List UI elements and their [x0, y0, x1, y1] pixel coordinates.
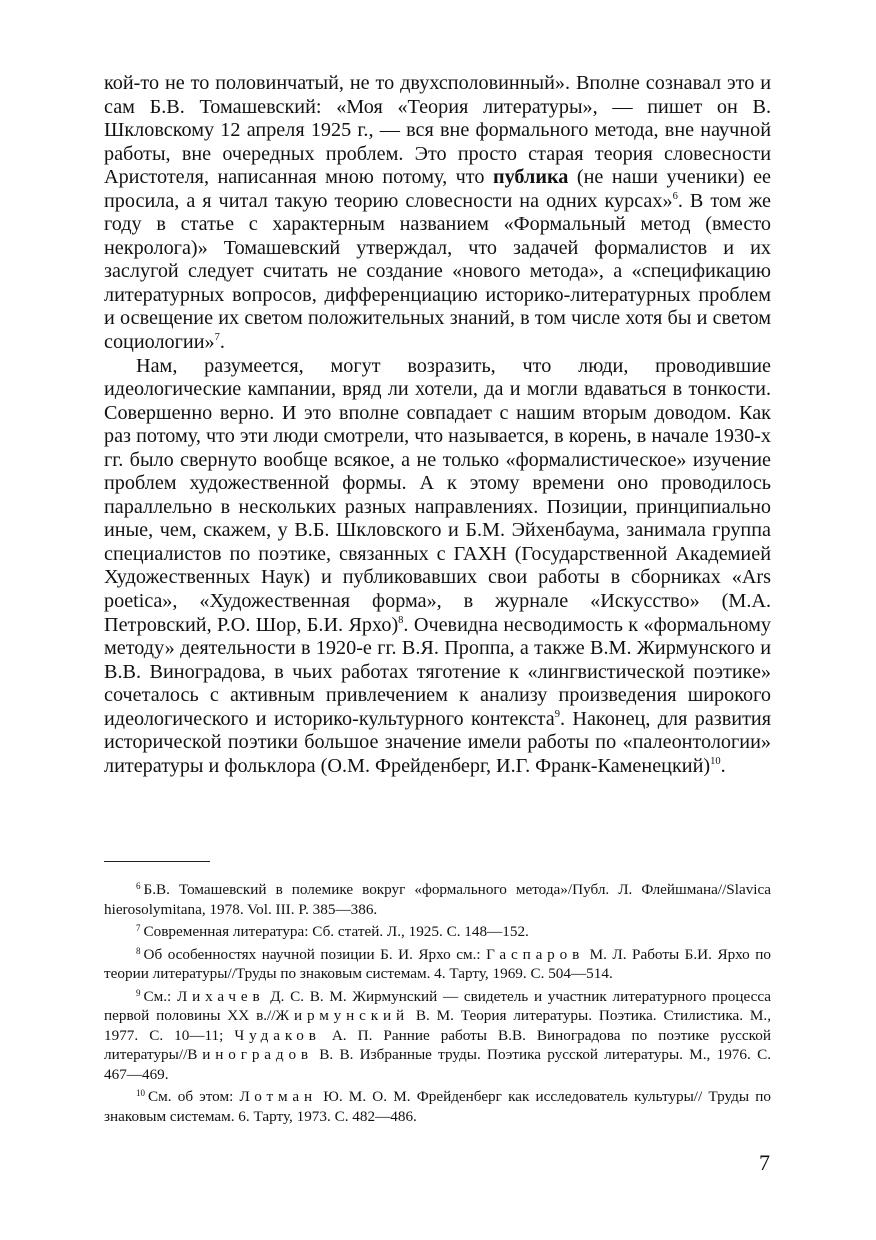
paragraph-2-text-b: . Очевидна несводимость к «формальному методу» деятельности в 1920-е гг. В.Я. Проппа, а также В.М. Жирмунского и В.В. Виноградова, в чьих работах тяготение к «лингвистической поэтике» сочеталось с активным привлечением к анализу произведения широкого идеологического и историко-культурного контекста	[104, 613, 771, 730]
footnote-10	[104, 1084, 771, 1126]
footnote-number: 10	[136, 1088, 145, 1098]
paragraph-2-text-c: . Наконец, для развития исторической поэтики большое значение имели работы по «палеонтологии» литературы и фольклора (О.М. Фрейденберг, И.Г. Франк-Каменецкий)	[104, 707, 772, 777]
footnote-number: 6	[136, 881, 141, 891]
footnote-ref-7: 7	[214, 332, 220, 344]
paragraph-2-end: .	[720, 754, 726, 777]
main-text	[104, 72, 771, 778]
footnote-9	[104, 984, 771, 1085]
bold-word: публика	[492, 166, 569, 189]
author-surname: Чудаков	[234, 1026, 321, 1044]
footnote-text: См.:	[143, 987, 177, 1005]
footnote-ref-9: 9	[554, 708, 560, 720]
author-surname: Виноградов	[187, 1046, 313, 1063]
footnote-text: Д. С. В. М. Жирмунский — свидетель и участник литературного процесса первой половины XX в.//	[104, 987, 771, 1024]
author-surname: Гаспаров	[486, 945, 585, 963]
footnote-text: В. В. Избранные труды. Поэтика русской литературы. М., 1976. С. 467—469.	[104, 1046, 771, 1083]
footnote-text: Ю. М. О. М. Фрейденберг как исследователь культуры// Труды по знаковым системам. 6. Тарту, 1973. С. 482—486.	[104, 1088, 771, 1125]
footnote-number: 9	[136, 987, 141, 998]
footnote-ref-8: 8	[398, 614, 404, 626]
footnote-text: М. Л. Работы Б.И. Ярхо по теории литературы//Труды по знаковым системам. 4. Тарту, 1969. С. 504—514.	[104, 945, 771, 982]
paragraph-2	[104, 355, 771, 779]
author-surname: Лотман	[239, 1088, 318, 1105]
footnote-text: А. П. Ранние работы В.В. Виноградова по поэтике русской литературы//	[104, 1026, 771, 1063]
footnote-7	[104, 919, 771, 942]
footnote-text: См. об этом:	[148, 1088, 240, 1105]
paragraph-2-text-a: Нам, разумеется, могут возразить, что люди, проводившие идеологические кампании, вряд ли хотели, да и могли вдаваться в тонкости. Совершенно верно. И это вполне совпадает с нашим вторым доводом. Как раз потому, что эти люди смотрели, что называется, в корень, в начале 1930-х гг. было свернуто вообще всякое, а не только «формалистическое» изучение проблем художественной формы. А к этому времени оно проводилось параллельно в нескольких разных направлениях. Позиции, принципиально иные, чем, скажем, у В.Б. Шкловского и Б.М. Эйхенбаума, занимала группа специалистов по поэтике, связанных с ГАХН (Государственной Академией Художественных Наук) и публиковавших свои работы в сборниках «Ars poetica», «Художественная форма», в журнале «Искусство» (М.А. Петровский, Р.О. Шор, Б.И. Ярхо)	[104, 354, 771, 636]
footnote-text: Об особенностях научной позиции Б. И. Ярхо см.:	[143, 945, 487, 963]
paragraph-1-text-c: . В том же году в статье с характерным названием «Формальный метод (вместо некролога)» Томашевский утверждал, что задачей формалистов и их заслугой следует считать не создание «нового метода», а «спецификацию литературных вопросов, дифференциацию историко-литературных проблем и освещение их светом положительных знаний, в том числе хотя бы и светом социологии»	[104, 189, 771, 354]
footnote-8	[104, 942, 771, 984]
page-number: 7	[759, 1150, 770, 1175]
footnote-text: Современная литература: Сб. статей. Л., 1925. С. 148—152.	[143, 923, 529, 940]
footnote-text: Б.В. Томашевский в полемике вокруг «формального метода»/Публ. Л. Флейшмана//Slavica hierosolymitana, 1978. Vol. III. P. 385—386.	[104, 881, 771, 918]
footnotes	[104, 877, 771, 1126]
author-surname: Жирмунский	[275, 1007, 409, 1024]
footnote-number: 8	[136, 945, 141, 956]
footnote-divider	[104, 861, 210, 862]
paragraph-1-text-b: (не наши ученики) ее просила, а я читал такую теорию словесности на одних курсах»	[104, 166, 771, 212]
footnote-text: В. М. Теория литературы. Поэтика. Стилистика. М., 1977. С. 10—11;	[104, 1007, 771, 1044]
paragraph-1-end: .	[219, 331, 225, 354]
footnote-ref-10: 10	[710, 755, 721, 767]
footnote-number: 7	[136, 923, 141, 933]
paragraph-1	[104, 72, 771, 355]
author-surname: Лихачев	[176, 987, 265, 1005]
footnote-ref-6: 6	[672, 190, 678, 202]
paragraph-1-text-a: кой-то не то половинчатый, не то двухсполовинный». Вполне сознавал это и сам Б.В. Томашевский: «Моя «Теория литературы», — пишет он В. Шкловскому 12 апреля 1925 г., — вся вне формального метода, вне научной работы, вне очередных проблем. Это просто старая теория словесности Аристотеля, написанная мною потому, что	[104, 72, 771, 189]
footnote-6	[104, 877, 771, 919]
